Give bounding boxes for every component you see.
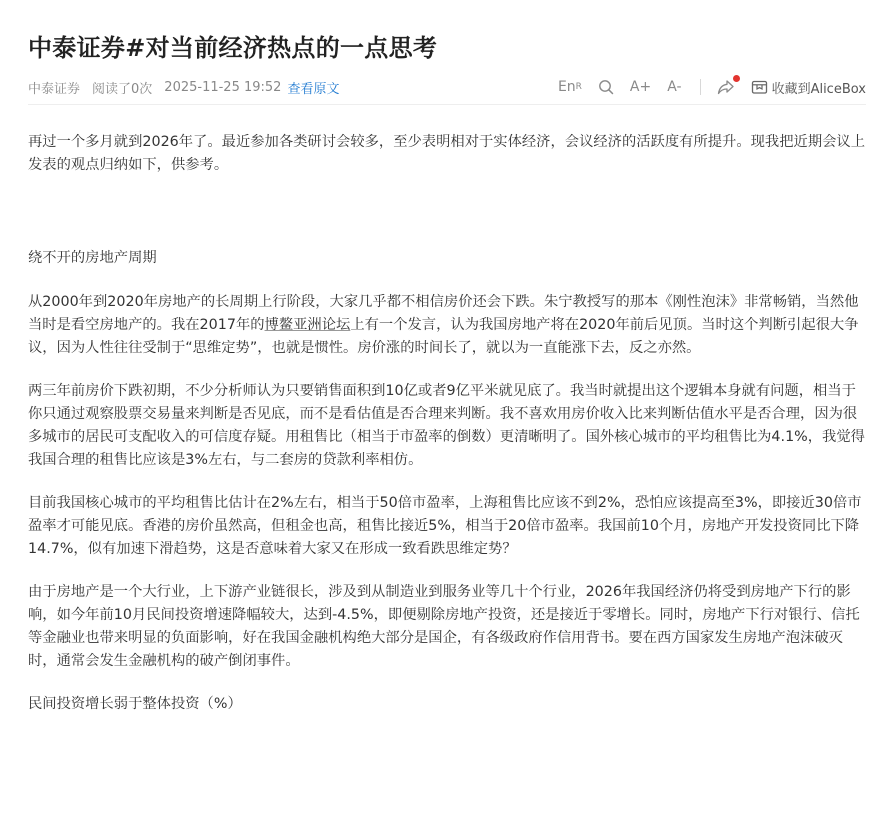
translate-sup: R — [575, 82, 582, 92]
font-increase-button[interactable]: A+ — [629, 79, 652, 95]
article-body — [28, 131, 866, 736]
search-button[interactable] — [598, 79, 614, 95]
intro-paragraph: 再过一个多月就到2026年了。最近参加各类研讨会较多，至少表明相对于实体经济，会议经济的活跃度有所提升。现我把近期会议上发表的观点归纳如下，供参考。 — [28, 134, 866, 173]
chart-caption: 民间投资增长弱于整体投资（%） — [28, 696, 242, 712]
article-meta — [28, 76, 866, 98]
bookmark-box-icon — [751, 79, 768, 95]
view-original-link[interactable]: 查看原文 — [287, 81, 340, 97]
read-count: 阅读了0次 — [92, 81, 153, 97]
translate-button[interactable] — [558, 79, 582, 95]
publish-date: 2025-11-25 19:52 — [164, 79, 282, 95]
share-button[interactable] — [717, 79, 735, 95]
share-icon — [717, 79, 735, 95]
search-icon — [598, 79, 614, 95]
paragraph-1-text-b: 上有一个发言，认为我国房地产将在2020年前后见顶。当时这个判断引起很大争议，因为人性往往受制于“思维定势”，也就是惯性。房价涨的时间长了，就以为一直能涨下去，反之亦然。 — [28, 317, 859, 356]
notification-dot — [733, 75, 740, 82]
paragraph-4: 由于房地产是一个大行业，上下游产业链很长，涉及到从制造业到服务业等几十个行业，2026年我国经济仍将受到房地产下行的影响，如今年前10月民间投资增速降幅较大，达到-4.5%，即便剔除房地产投资，还是接近于零增长。同时，房地产下行对银行、信托等金融业也带来明显的负面影响，好在我国金融机构绝大部分是国企，有各级政府作信用背书。要在西方国家发生房地产泡沫破灭时，通常会发生金融机构的破产倒闭事件。 — [28, 584, 860, 669]
font-decrease-button[interactable]: A- — [667, 79, 682, 95]
favorite-button[interactable] — [751, 78, 866, 97]
paragraph-1 — [28, 291, 866, 360]
article-toolbar — [542, 76, 866, 98]
favorite-label: 收藏到AliceBox — [771, 81, 866, 97]
boao-forum-link[interactable]: 博鳌亚洲论坛 — [264, 317, 351, 333]
paragraph-3: 目前我国核心城市的平均租售比估计在2%左右，相当于50倍市盈率，上海租售比应该不到2%，恐怕应该提高至3%，即接近30倍市盈率才可能见底。香港的房价虽然高，但租金也高，租售比接近5%，相当于20倍市盈率。我国前10个月，房地产开发投资同比下降14.7%，似有加速下滑趋势，这是否意味着大家又在形成一致看跌思维定势？ — [28, 495, 862, 557]
blank-gap — [28, 177, 866, 247]
header-divider — [28, 104, 866, 105]
article-source: 中泰证券 — [28, 81, 81, 97]
translate-label: En — [557, 79, 576, 95]
paragraph-2: 两三年前房价下跌初期，不少分析师认为只要销售面积到10亿或者9亿平米就见底了。我当时就提出这个逻辑本身就有问题，相当于你只通过观察股票交易量来判断是否见底，而不是看估值是否合理来判断。我不喜欢用房价收入比来判断估值水平是否合理，因为很多城市的居民可支配收入的可信度存疑。用租售比（相当于市盈率的倒数）更清晰明了。国外核心城市的平均租售比为4.1%，我觉得我国合理的租售比应该是3%左右，与二套房的贷款利率相仿。 — [28, 383, 865, 468]
paragraph-1-text-a: 从2000年到2020年房地产的长周期上行阶段，大家几乎都不相信房价还会下跌。朱宁教授写的那本《刚性泡沫》非常畅销，当然他当时是看空房地产的。我在2017年的 — [28, 294, 859, 333]
page-title: 中泰证券#对当前经济热点的一点思考 — [28, 34, 438, 62]
toolbar-divider — [700, 79, 701, 95]
section-heading: 绕不开的房地产周期 — [28, 250, 157, 266]
